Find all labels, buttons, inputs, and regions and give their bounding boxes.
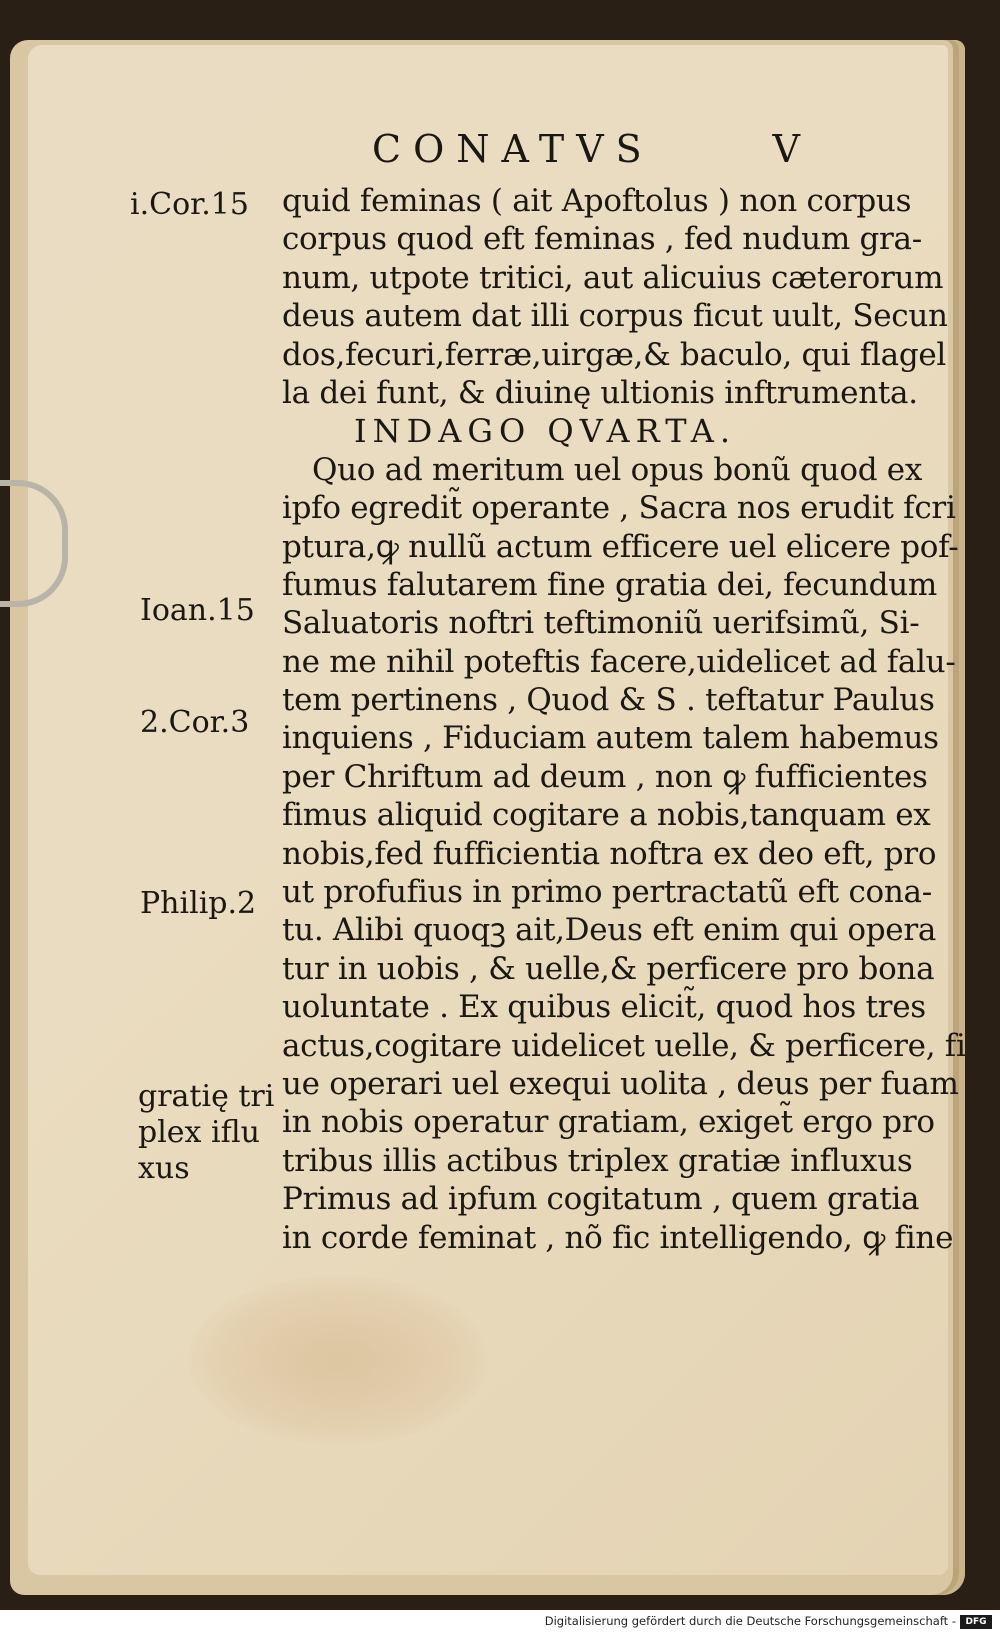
margin-note-gratie-2: plex iflu <box>138 1115 260 1150</box>
text-line: uoluntate . Ex quibus elicit̃, quod hos tres <box>282 989 926 1026</box>
text-line: ue operari uel exequi uolita , deus per fuam <box>282 1065 959 1102</box>
text-line: corpus quod eft feminas , fed nudum gra- <box>282 221 922 258</box>
text-line: ptura,ꝙ nullũ actum efficere uel elicere pof- <box>282 528 959 565</box>
text-line: nobis,fed fufficientia noftra ex deo eft, pro <box>282 835 937 872</box>
text-line: in nobis operatur gratiam, exiget̃ ergo pro <box>282 1104 935 1141</box>
margin-note-2cor3: 2.Cor.3 <box>140 705 250 740</box>
footer-credit: Digitalisierung gefördert durch die Deutsche Forschungsgemeinschaft - <box>544 1614 956 1628</box>
body-text <box>282 182 966 1257</box>
text-line: Primus ad ipfum cogitatum , quem gratia <box>282 1181 920 1218</box>
text-line: Quo ad meritum uel opus bonũ quod ex <box>312 451 923 488</box>
running-header <box>372 124 812 174</box>
digitization-footer <box>0 1612 1000 1634</box>
text-line: tem pertinens , Quod & S . teftatur Paulus <box>282 682 935 719</box>
text-line: ut profufius in primo pertractatũ eft cona- <box>282 874 932 911</box>
text-line: ne me nihil poteftis facere,uidelicet ad falu- <box>282 643 956 680</box>
text-line: tu. Alibi quoqꝫ ait,Deus eft enim qui opera <box>282 912 937 949</box>
text-line: deus autem dat illi corpus ficut uult, Secun <box>282 298 948 335</box>
margin-note-philip2: Philip.2 <box>140 886 257 921</box>
text-line: per Chriftum ad deum , non ꝙ fufficientes <box>282 758 928 795</box>
text-line: in corde feminat , nõ fic intelligendo, ꝙ fine <box>282 1219 954 1256</box>
water-stain <box>188 1275 488 1445</box>
margin-note-1cor15: i.Cor.15 <box>130 187 249 222</box>
text-line: num, utpote tritici, aut alicuius cæterorum <box>282 259 944 296</box>
text-line: actus,cogitare uidelicet uelle, & perficere, fi <box>282 1027 966 1064</box>
text-line: Saluatoris noftri teftimoniũ uerifsimũ, Si- <box>282 605 920 642</box>
section-heading: INDAGO QVARTA. <box>354 412 737 451</box>
header-title: CONATVS <box>372 127 654 171</box>
dfg-logo: DFG <box>960 1615 992 1629</box>
text-line: la dei funt, & diuinę ultionis inftrumenta. <box>282 374 918 411</box>
text-line: tur in uobis , & uelle,& perficere pro bona <box>282 950 935 987</box>
text-line: dos,fecuri,ferræ,uirgæ,& baculo, qui flagel <box>282 336 947 373</box>
text-line: quid feminas ( ait Apoftolus ) non corpus <box>282 183 912 219</box>
header-number: V <box>772 127 812 171</box>
text-line: fimus aliquid cogitare a nobis,tanquam ex <box>282 797 931 834</box>
margin-note-ioan15: Ioan.15 <box>140 593 255 628</box>
text-line: inquiens , Fiduciam autem talem habemus <box>282 720 939 757</box>
margin-note-gratie-3: xus <box>138 1151 190 1186</box>
text-line: tribus illis actibus triplex gratiæ influxus <box>282 1142 913 1179</box>
margin-note-gratie-1: gratię tri <box>138 1079 275 1114</box>
text-line: ipfo egredit̃ operante , Sacra nos erudit fcri <box>282 490 956 527</box>
text-line: fumus falutarem fine gratia dei, fecundum <box>282 566 937 603</box>
